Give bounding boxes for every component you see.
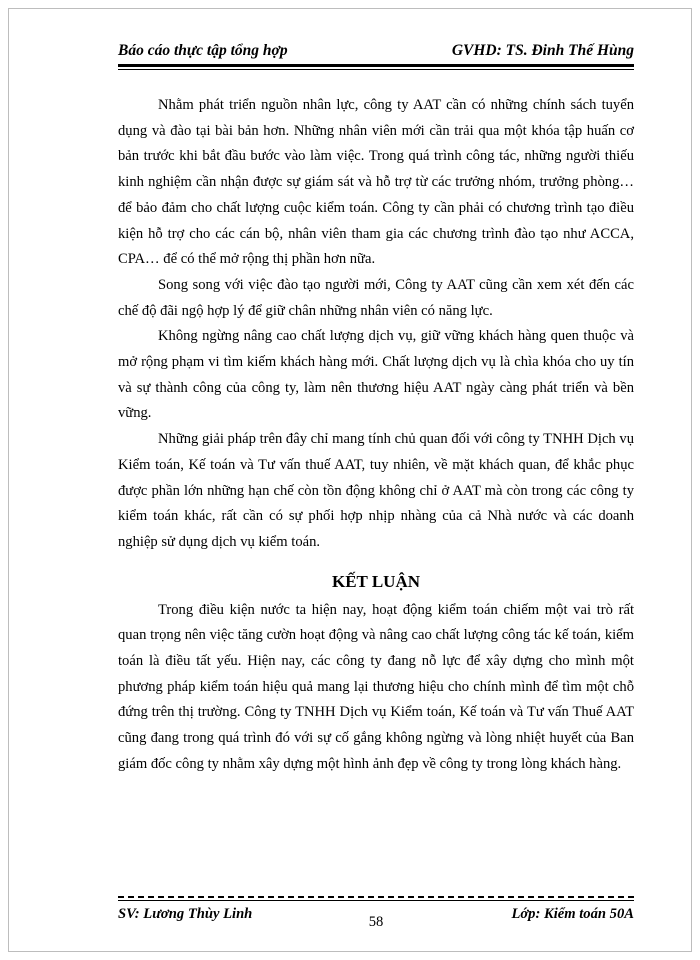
body-content (118, 93, 634, 778)
footer-student: SV: Lương Thùy Linh (118, 906, 253, 922)
header-supervisor: GVHD: TS. Đinh Thế Hùng (451, 42, 634, 59)
page-number: 58 (368, 914, 384, 930)
body-paragraph: Không ngừng nâng cao chất lượng dịch vụ, giữ vững khách hàng quen thuộc và mở rộng phạm vi tìm kiếm khách hàng mới. Chất lượng dịch vụ là chìa khóa cho uy tín và sự thành công của công ty, làm nên thương hiệu AAT ngày càng phát triển và bền vững. (118, 328, 634, 422)
conclusion-title: KẾT LUẬN (331, 571, 420, 591)
body-paragraph: Song song với việc đào tạo người mới, Công ty AAT cũng cần xem xét đến các chế độ đãi ngộ hợp lý để giữ chân những nhân viên có năng lực. (118, 276, 634, 319)
page-footer (118, 906, 634, 930)
footer-rule-thin (118, 900, 634, 901)
header-rule-thin (118, 69, 634, 70)
header-report-title: Báo cáo thực tập tổng hợp (118, 42, 288, 59)
body-paragraph: Những giải pháp trên đây chỉ mang tính chủ quan đối với công ty TNHH Dịch vụ Kiểm toán, Kế toán và Tư vấn thuế AAT, tuy nhiên, về mặt khách quan, để khắc phục được phần lớn những hạn chế còn tồn động không chỉ ở AAT mà còn trong các công ty kiểm toán khác, rất cần có sự phối hợp nhịp nhàng của cả Nhà nước và các doanh nghiệp sử dụng dịch vụ kiểm toán. (118, 431, 634, 550)
conclusion-paragraph: Trong điều kiện nước ta hiện nay, hoạt động kiểm toán chiếm một vai trò rất quan trọng nên việc tăng cườn hoạt động và nâng cao chất lượng công tác kế toán, kiểm toán là điều tất yếu. Hiện nay, các công ty đang nỗ lực để xây dựng cho mình một phương pháp kiểm toán hiệu quả mang lại thương hiệu cho chính mình để tìm một chỗ đứng trên thị trường. Công ty TNHH Dịch vụ Kiểm toán, Kế toán và Tư vấn Thuế AAT cũng đang trong quá trình đó với sự cố gắng không ngừng và lòng nhiệt huyết của Ban giám đốc công ty nhằm xây dựng một hình ảnh đẹp về công ty trong lòng khách hàng. (118, 601, 634, 772)
header-rule-thick (118, 64, 634, 67)
footer-rule-dashed (118, 896, 634, 898)
page-header (118, 38, 634, 64)
footer-class: Lớp: Kiểm toán 50A (511, 906, 634, 922)
body-paragraph: Nhằm phát triển nguồn nhân lực, công ty AAT cần có những chính sách tuyển dụng và đào tại bài bản hơn. Những nhân viên mới cần trải qua một khóa tập huấn cơ bản trước khi bắt đầu bước vào làm việc. Trong quá trình công tác, những người thiếu kinh nghiệm cần nhận được sự giám sát và hỗ trợ từ các trưởng nhóm, trưởng phòng… để bảo đảm cho chất lượng cuộc kiểm toán. Công ty cần phải có chương trình tạo điều kiện hỗ trợ cho các cán bộ, nhân viên tham gia các chương trình đào tạo như ACCA, CPA… để có thể mở rộng thị phần hơn nữa. (118, 97, 634, 268)
